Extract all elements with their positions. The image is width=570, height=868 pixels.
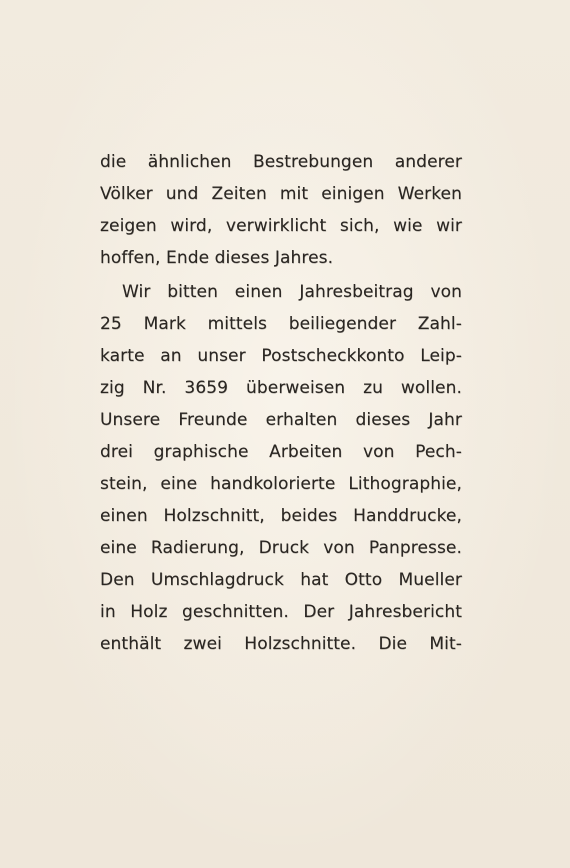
text-line: Völker und Zeiten mit einigen Werken <box>100 184 462 204</box>
text-line: in Holz geschnitten. Der Jahresbericht <box>100 602 462 622</box>
text-line: enthält zwei Holzschnitte. Die Mit- <box>100 634 462 654</box>
text-line: hoffen, Ende dieses Jahres. <box>100 248 334 268</box>
text-line: zig Nr. 3659 überweisen zu wollen. <box>100 378 462 398</box>
text-line: Unsere Freunde erhalten dieses Jahr <box>100 410 462 430</box>
text-line: karte an unser Postscheckkonto Leip- <box>100 346 462 366</box>
text-line: die ähnlichen Bestrebungen anderer <box>100 152 462 172</box>
text-line: eine Radierung, Druck von Panpresse. <box>100 538 462 558</box>
text-line: stein, eine handkolorierte Lithographie, <box>100 474 462 494</box>
text-line: Den Umschlagdruck hat Otto Mueller <box>100 570 462 590</box>
body-text <box>100 146 462 660</box>
text-line: einen Holzschnitt, beides Handdrucke, <box>100 506 462 526</box>
text-line: drei graphische Arbeiten von Pech- <box>100 442 462 462</box>
text-line: zeigen wird, verwirklicht sich, wie wir <box>100 216 462 236</box>
text-line: Wir bitten einen Jahresbeitrag von <box>122 282 462 302</box>
text-line: 25 Mark mittels beiliegender Zahl- <box>100 314 462 334</box>
